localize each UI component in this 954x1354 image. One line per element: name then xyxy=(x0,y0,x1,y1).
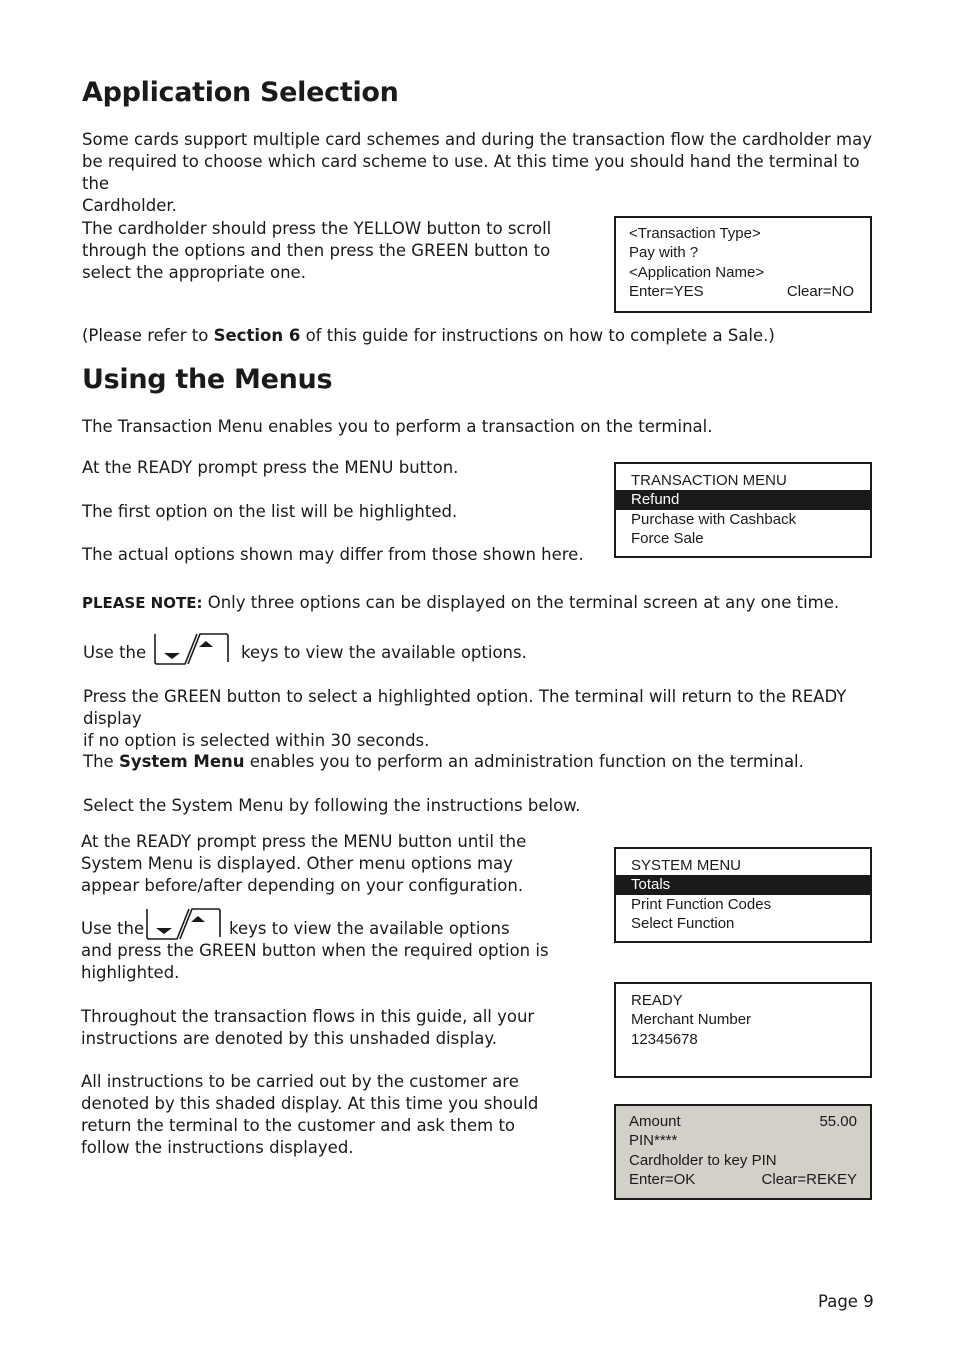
page-number: Page 9 xyxy=(818,1292,874,1311)
screen-item: Print Function Codes xyxy=(631,895,772,913)
system-suffix: enables you to perform an administration function on the terminal. xyxy=(244,752,804,771)
refer-section-paragraph xyxy=(82,325,882,347)
heading-using-the-menus: Using the Menus xyxy=(82,364,333,395)
ready-screen xyxy=(614,982,872,1078)
screen-enter-label: Enter=YES xyxy=(629,282,704,300)
customer-paragraph xyxy=(81,1071,581,1159)
system-menu-label: System Menu xyxy=(118,752,245,771)
keys-view-text: keys to view the available options. xyxy=(241,643,527,662)
screen-line: <Transaction Type> xyxy=(629,225,761,242)
intro-paragraph xyxy=(82,129,882,217)
screen-line: Pay with ? xyxy=(629,244,699,262)
ready-until-line: appear before/after depending on your configuration. xyxy=(81,876,524,895)
down-up-arrow-keys-icon xyxy=(144,907,224,941)
keys-view-text-2: keys to view the available options xyxy=(229,919,510,938)
screen-line: Merchant Number xyxy=(631,1011,752,1029)
customer-line: denoted by this shaded display. At this time you should xyxy=(81,1094,539,1113)
refer-section-link: Section 6 xyxy=(213,326,301,345)
screen-line: <Application Name> xyxy=(629,263,765,281)
screen-line: PIN**** xyxy=(629,1132,678,1150)
use-the-label-2: Use the xyxy=(81,919,145,938)
press-yellow-paragraph xyxy=(82,218,582,284)
screen-item: Purchase with Cashback xyxy=(631,510,797,528)
system-menu-intro xyxy=(83,751,903,773)
screen-line xyxy=(616,282,870,301)
intro-line: be required to choose which card scheme to use. At this time you should hand the terminal to the xyxy=(82,152,860,193)
screen-item-highlighted: Totals xyxy=(616,875,870,894)
please-note-text: Only three options can be displayed on the terminal screen at any one time. xyxy=(202,593,840,612)
ready-until-line: At the READY prompt press the MENU button until the xyxy=(81,832,527,851)
screen-item-highlighted: Refund xyxy=(616,490,870,509)
screen-line xyxy=(616,1112,870,1131)
amount-label: Amount xyxy=(629,1113,681,1130)
screen-line: 12345678 xyxy=(631,1030,698,1048)
heading-application-selection: Application Selection xyxy=(82,77,399,108)
first-option-text: The first option on the list will be highlighted. xyxy=(82,502,458,521)
please-note-label: PLEASE NOTE: xyxy=(82,594,203,612)
use-the-label: Use the xyxy=(83,643,147,662)
pin-entry-shaded-screen xyxy=(614,1104,872,1200)
press-green-line: Press the GREEN button to select a highlighted option. The terminal will return to the READY display xyxy=(83,687,847,728)
press-green-line: if no option is selected within 30 seconds. xyxy=(83,731,430,750)
refer-prefix: (Please refer to xyxy=(82,326,214,345)
ready-until-paragraph xyxy=(81,831,581,897)
screen-clear-label: Clear=NO xyxy=(786,282,854,300)
ready-until-line: System Menu is displayed. Other menu options may xyxy=(81,854,513,873)
screen-line xyxy=(616,1170,870,1189)
press-green-paragraph xyxy=(83,686,903,752)
transaction-menu-screen xyxy=(614,462,872,558)
intro-line: Some cards support multiple card schemes and during the transaction flow the cardholder may xyxy=(82,130,872,149)
ready-prompt-text: At the READY prompt press the MENU button. xyxy=(82,458,459,477)
press-green-2-paragraph xyxy=(81,940,601,984)
customer-line: return the terminal to the customer and ask them to xyxy=(81,1116,516,1135)
press-green-2-line: and press the GREEN button when the required option is xyxy=(81,941,549,960)
transaction-menu-intro: The Transaction Menu enables you to perform a transaction on the terminal. xyxy=(82,417,713,436)
clear-rekey-label: Clear=REKEY xyxy=(761,1170,857,1188)
system-prefix: The xyxy=(83,752,119,771)
screen-line: Cardholder to key PIN xyxy=(629,1151,777,1169)
press-line: select the appropriate one. xyxy=(82,263,306,282)
screen-title: TRANSACTION MENU xyxy=(631,472,787,489)
press-green-2-line: highlighted. xyxy=(81,963,180,982)
customer-line: All instructions to be carried out by the customer are xyxy=(81,1072,519,1091)
screen-item: Force Sale xyxy=(631,529,704,547)
refer-suffix: of this guide for instructions on how to complete a Sale.) xyxy=(300,326,775,345)
application-selection-screen xyxy=(614,216,872,313)
actual-options-text: The actual options shown may differ from those shown here. xyxy=(82,545,584,564)
throughout-line: Throughout the transaction flows in this guide, all your xyxy=(81,1007,535,1026)
enter-ok-label: Enter=OK xyxy=(629,1170,696,1188)
screen-line: READY xyxy=(631,992,683,1009)
amount-value: 55.00 xyxy=(819,1113,857,1130)
screen-item: Select Function xyxy=(631,914,735,932)
down-up-arrow-keys-icon xyxy=(152,632,232,666)
press-line: through the options and then press the GREEN button to xyxy=(82,241,551,260)
select-system-text: Select the System Menu by following the instructions below. xyxy=(83,796,581,815)
throughout-line: instructions are denoted by this unshaded display. xyxy=(81,1029,498,1048)
please-note-paragraph xyxy=(82,592,902,614)
screen-title: SYSTEM MENU xyxy=(631,857,742,874)
intro-line: Cardholder. xyxy=(82,196,177,215)
press-line: The cardholder should press the YELLOW button to scroll xyxy=(82,219,552,238)
throughout-paragraph xyxy=(81,1006,581,1050)
customer-line: follow the instructions displayed. xyxy=(81,1138,354,1157)
system-menu-screen xyxy=(614,847,872,943)
